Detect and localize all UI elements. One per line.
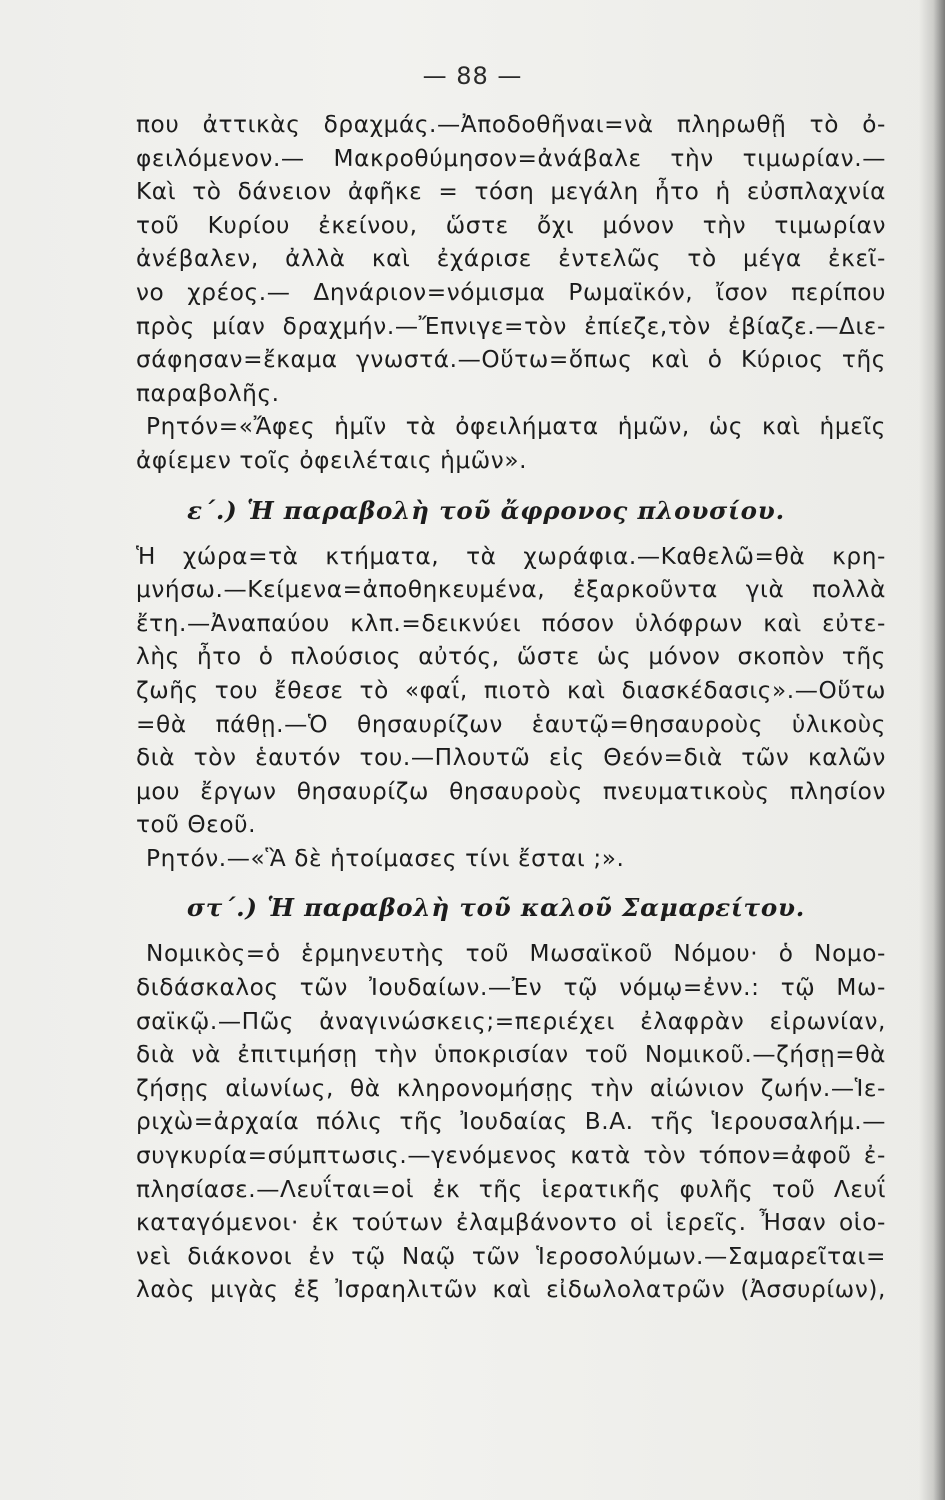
text-line: νο χρέος.— Δηνάριον=νόμισμα Ρωμαϊκόν, ἴσον περίπου <box>136 278 886 306</box>
text-line: διὰ τὸν ἑαυτόν του.—Πλουτῶ εἰς Θεόν=διὰ τῶν καλῶν <box>136 744 886 772</box>
text-line: Ἡ χώρα=τὰ κτήματα, τὰ χωράφια.—Καθελῶ=θὰ κρη- <box>136 542 886 570</box>
text-line: Καὶ τὸ δάνειον ἀφῆκε = τόση μεγάλη ἦτο ἡ εὐσπλαχνία <box>136 178 886 206</box>
text-line: πρὸς μίαν δραχμήν.—Ἔπνιγε=τὸν ἐπίεζε,τὸν ἐβίαζε.—Διε- <box>136 312 886 340</box>
text-line: καταγόμενοι· ἐκ τούτων ἐλαμβάνοντο οἱ ἱερεῖς. Ἦσαν οἱο- <box>136 1209 886 1237</box>
text-line: Νομικὸς=ὁ ἑρμηνευτὴς τοῦ Μωσαϊκοῦ Νόμου· ὁ Νομο- <box>146 940 886 968</box>
page-edge-shadow <box>919 0 945 1500</box>
text-line: που ἀττικὰς δραχμάς.—Ἀποδοθῆναι=νὰ πληρωθῇ τὸ ὀ- <box>136 111 886 138</box>
page-body <box>136 108 886 1307</box>
text-line: ζωῆς του ἔθεσε τὸ «φαΐ, πιοτὸ καὶ διασκέδασις».—Οὕτω <box>136 676 886 704</box>
text-line: νεὶ διάκονοι ἐν τῷ Ναῷ τῶν Ἱεροσολύμων.—Σαμαρεῖται= <box>136 1242 886 1270</box>
text-line: ζήσῃς αἰωνίως, θὰ κληρονομήσῃς τὴν αἰώνιον ζωήν.—Ἱε- <box>136 1074 886 1102</box>
section-heading: ε΄.) Ἡ παραβολὴ τοῦ ἄφρονος πλουσίου. <box>187 495 785 525</box>
text-line: τοῦ Κυρίου ἐκείνου, ὥστε ὄχι μόνον τὴν τιμωρίαν <box>136 211 886 239</box>
text-line: πλησίασε.—Λευΐται=οἱ ἐκ τῆς ἱερατικῆς φυλῆς τοῦ Λευΐ <box>136 1175 886 1203</box>
text-line: ἀφίεμεν τοῖς ὀφειλέταις ἡμῶν». <box>136 446 528 474</box>
text-line: ἔτη.—Ἀναπαύου κλπ.=δεικνύει πόσον ὑλόφρων καὶ εὐτε- <box>136 609 886 637</box>
text-line: λαὸς μιγὰς ἐξ Ἰσραηλιτῶν καὶ εἰδωλολατρῶν (Ἀσσυρίων), <box>136 1276 886 1304</box>
page-number: — 88 — <box>422 62 523 90</box>
text-line: =θὰ πάθῃ.—Ὁ θησαυρίζων ἑαυτῷ=θησαυροὺς ὑλικοὺς <box>136 710 886 738</box>
text-line: παραβολῆς. <box>136 379 280 407</box>
text-line: μου ἔργων θησαυρίζω θησαυροὺς πνευματικοὺς πλησίον <box>136 777 886 805</box>
text-line: τοῦ Θεοῦ. <box>136 811 257 839</box>
text-line: σάφησαν=ἔκαμα γνωστά.—Οὕτω=ὅπως καὶ ὁ Κύριος τῆς <box>136 346 886 374</box>
text-line: μνήσω.—Κείμενα=ἀποθηκευμένα, ἐξαρκοῦντα γιὰ πολλὰ <box>136 576 886 604</box>
text-line: διδάσκαλος τῶν Ἰουδαίων.—Ἐν τῷ νόμῳ=ἐνν.: τῷ Μω- <box>136 974 886 1002</box>
text-line: ριχὼ=ἀρχαία πόλις τῆς Ἰουδαίας Β.Α. τῆς Ἱερουσαλήμ.— <box>136 1108 886 1136</box>
text-line: συγκυρία=σύμπτωσις.—γενόμενος κατὰ τὸν τόπον=ἀφοῦ ἐ- <box>136 1142 886 1170</box>
text-line: φειλόμενον.— Μακροθύμησον=ἀνάβαλε τὴν τιμωρίαν.— <box>136 144 886 172</box>
text-line: διὰ νὰ ἐπιτιμήσῃ τὴν ὑποκρισίαν τοῦ Νομικοῦ.—ζήσῃ=θὰ <box>136 1041 886 1069</box>
text-line: λὴς ἦτο ὁ πλούσιος αὐτός, ὥστε ὡς μόνον σκοπὸν τῆς <box>136 643 886 671</box>
text-line: Ρητόν=«Ἄφες ἡμῖν τὰ ὀφειλήματα ἡμῶν, ὡς καὶ ἡμεῖς <box>146 413 886 441</box>
text-line: σαϊκῷ.—Πῶς ἀναγινώσκεις;=περιέχει ἐλαφρὰν εἰρωνίαν, <box>136 1007 886 1035</box>
section-heading: στ΄.) Ἡ παραβολὴ τοῦ καλοῦ Σαμαρείτου. <box>186 893 806 923</box>
text-line: Ρητόν.—«Ἃ δὲ ἡτοίμασες τίνι ἔσται ;». <box>146 844 625 872</box>
text-line: ἀνέβαλεν, ἀλλὰ καὶ ἐχάρισε ἐντελῶς τὸ μέγα ἐκεῖ- <box>136 245 886 273</box>
